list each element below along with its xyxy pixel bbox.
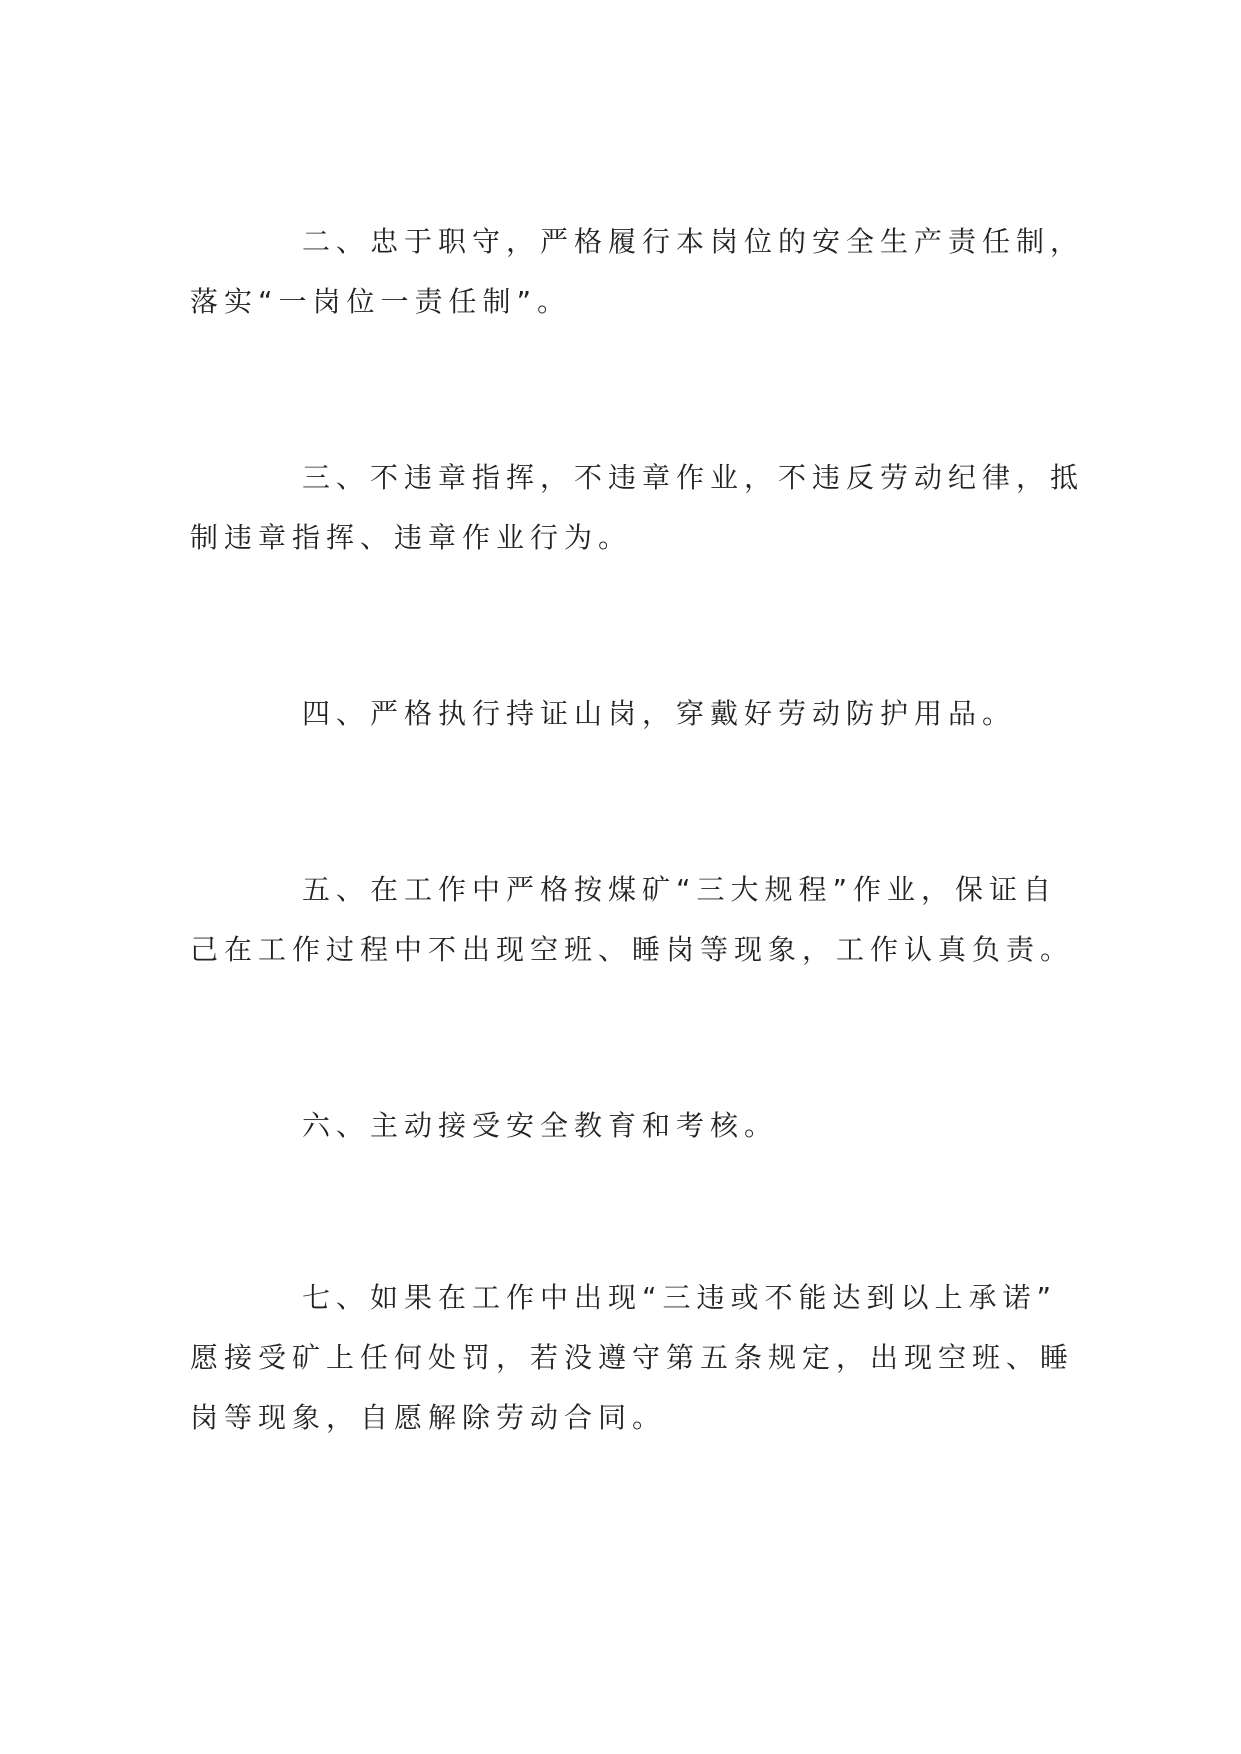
paragraph-line: 五、在工作中严格按煤矿“三大规程”作业，保证自 <box>302 873 1058 906</box>
paragraph-line: 三、不违章指挥，不违章作业，不违反劳动纪律，抵 <box>302 461 1085 494</box>
paragraph-line: 愿接受矿上任何处罚，若没遵守第五条规定，出现空班、睡 <box>190 1341 1075 1374</box>
paragraph-line: 六、主动接受安全教育和考核。 <box>302 1109 779 1142</box>
paragraph-line: 二、忠于职守，严格履行本岗位的安全生产责任制， <box>302 225 1085 258</box>
paragraph-line: 四、严格执行持证山岗，穿戴好劳动防护用品。 <box>302 697 1017 730</box>
paragraph-line: 落实“一岗位一责任制”。 <box>190 285 572 318</box>
paragraph-line: 岗等现象，自愿解除劳动合同。 <box>190 1401 667 1434</box>
paragraph-6 <box>190 1096 1070 1156</box>
paragraph-line: 七、如果在工作中出现“三违或不能达到以上承诺” <box>302 1281 1058 1314</box>
paragraph-5 <box>190 860 1075 980</box>
paragraph-7 <box>190 1268 1075 1448</box>
paragraph-3 <box>190 448 1085 568</box>
paragraph-2 <box>190 212 1085 332</box>
paragraph-line: 己在工作过程中不出现空班、睡岗等现象，工作认真负责。 <box>190 933 1075 966</box>
paragraph-line: 制违章指挥、违章作业行为。 <box>190 521 633 554</box>
paragraph-4 <box>190 684 1070 744</box>
